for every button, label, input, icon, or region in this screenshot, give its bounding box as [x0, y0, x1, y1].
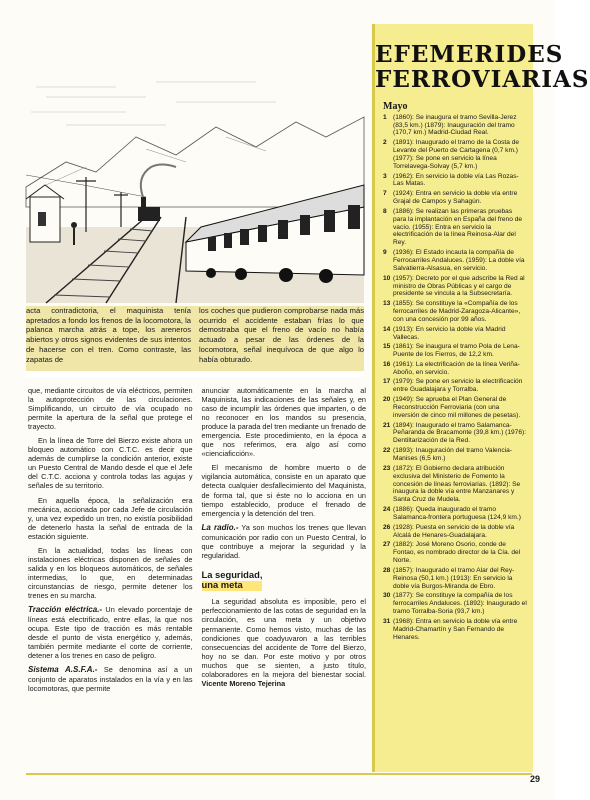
- event-day: 23: [383, 464, 391, 472]
- event-item: [383, 361, 527, 377]
- paragraph: La radio.- Ya son muchos los trenes que llevan comunicación por radio con un Puesto Central, lo que contribuye a mejorar la seguridad y la regularidad.: [201, 522, 366, 560]
- event-item: [383, 422, 527, 446]
- intro-text-col-2: los coches que pudieron comprobarse nada más ocurrido el accidente estaban frías lo que demostraba que el freno de vacío no había actuado a pesar de las órdenes de la locomotora, señal inequívoca de que algo lo había obturado.: [199, 306, 364, 364]
- event-day: 3: [383, 172, 387, 180]
- intro-text-block: [26, 306, 364, 371]
- paragraph: Sistema A.S.F.A.- Se denomina así a un conjunto de aparatos instalados en la vía y en las locomotoras, que permite: [28, 665, 193, 694]
- event-item: [383, 396, 527, 420]
- event-text: (1893): Inauguración del tramo Valencia-Manises (6,5 km.): [393, 447, 512, 462]
- event-text: (1894): Inaugurado el tramo Salamanca-Peñaranda de Bracamonte (39,8 km.) (1976): Dentiltarización de la Red.: [393, 421, 527, 445]
- train-drawing-icon: [26, 67, 364, 303]
- event-text: (1949): Se aprueba el Plan General de Reconstrucción Ferroviaria (con una inversión de cinco mil millones de pesetas).: [393, 396, 521, 419]
- event-item: [383, 208, 527, 248]
- event-text: (1860): Se inaugura el tramo Sevilla-Jerez (83,5 km.) (1879): Inauguración del tramo (170,7 km.) Madrid-Ciudad Real.: [393, 113, 517, 137]
- event-text: (1857): Inaugurado el tramo Alar del Rey-Reinosa (50,1 km.) (1913): En servicio la doble vía Burgos-Miranda de Ebro.: [393, 566, 515, 590]
- event-item: [383, 190, 527, 206]
- event-text: (1979): Se pone en servicio la electrificación entre Guadalajara y Torralba.: [393, 378, 523, 394]
- event-item: [383, 618, 527, 642]
- paragraph: El mecanismo de hombre muerto o de vigilancia automática, consiste en un aparato que detecta cualquier desfallecimiento del Maquinista, de forma tal, que si éste no lo acciona en un tiempo establecido, produce el frenado de emergencia y la detención del tren.: [201, 463, 366, 518]
- section-divider: [26, 371, 364, 377]
- events-list: [383, 114, 527, 642]
- efemerides-sidebar: [372, 24, 590, 772]
- event-item: [383, 114, 527, 138]
- event-day: 22: [383, 447, 391, 455]
- sidebar-month: Mayo: [383, 100, 408, 112]
- event-day: 24: [383, 506, 391, 514]
- lead-radio: La radio.-: [201, 522, 239, 532]
- intro-text-col-1: acta contradictoria, el maquinista tenía apretados a fondo los frenos de la locomotora, la palanca marcha atrás a tope, los areneros abiertos y otros signos evidentes de sus intentos de hacerse con el tren. Como contraste, las zapatas de: [26, 306, 191, 364]
- event-text: (1886): Se realizan las primeras pruebas para la implantación en España del freno de vacío. (1955): Entra en servicio la electrificación de la línea Reinosa-Alar del Rey.: [393, 207, 523, 247]
- event-day: 26: [383, 523, 391, 531]
- event-item: [383, 378, 527, 394]
- event-day: 20: [383, 396, 391, 404]
- event-item: [383, 326, 527, 342]
- lead-traccion: Tracción eléctrica.-: [28, 605, 103, 615]
- lead-asfa: Sistema A.S.F.A.-: [28, 665, 98, 675]
- event-day: 1: [383, 113, 387, 121]
- event-day: 27: [383, 541, 391, 549]
- event-text: (1891): Inaugurado el tramo de la Costa de Levante del Puerto de Cartagena (0,7 km.) (1977): Se pone en servicio la línea Torrelavega-Solvay (5,7 km.): [393, 139, 520, 170]
- event-item: [383, 249, 527, 273]
- event-item: [383, 465, 527, 505]
- paragraph: que, mediante circuitos de vía eléctricos, permiten la autoprotección de las circulaciones. Simplificando, un circuito de vía ocupado no permite la apertura de la señal que protege el trayecto.: [28, 386, 193, 432]
- event-text: (1961): La electrificación de la línea Veriña-Aboño, en servicio.: [393, 360, 520, 376]
- sidebar-title: EFEMERIDES FERROVIARIAS: [375, 41, 590, 94]
- event-text: (1886): Queda inaugurado el tramo Salamanca-frontera portuguesa (124,9 km.): [393, 506, 521, 521]
- footer-rule: [26, 773, 532, 775]
- event-day: 8: [383, 207, 387, 215]
- article-body: [28, 386, 366, 754]
- event-text: (1962): En servicio la doble vía Las Rozas-Las Matas.: [393, 172, 519, 188]
- event-text: (1877): Se constituye la compañía de los ferrocarriles Andaluces. (1892): Inaugurado el tramo Torralba-Soria (93,7 km.): [393, 592, 527, 616]
- event-item: [383, 506, 527, 522]
- event-item: [383, 541, 527, 565]
- event-day: 16: [383, 360, 391, 368]
- event-text: (1855): Se constituye la «Compañía de los ferrocarriles de Madrid-Zaragoza-Alicante», con una concesión por 99 años.: [393, 300, 521, 323]
- event-text: (1924): Entra en servicio la doble vía entre Grajal de Campos y Sahagún.: [393, 190, 518, 206]
- event-text: (1882): José Moreno Osorio, conde de Fontao, es nombrado director de la Cía. del Norte.: [393, 541, 521, 565]
- event-item: [383, 173, 527, 189]
- event-item: [383, 275, 527, 299]
- event-day: 15: [383, 343, 391, 351]
- paragraph: En la actualidad, todas las líneas con instalaciones eléctricas disponen de señales de salida y en los bloqueos automáticos, de señales intermedias, lo que, en determinadas circunstancias de riesgo, permite detener los trenes en su marcha.: [28, 545, 193, 600]
- paragraph: anunciar automáticamente en la marcha al Maquinista, las indicaciones de las señales y, en caso de incumplir las órdenes que imparten, o de no reconocer en los mandos su presencia, produce la parada del tren mediante un frenado de emergencia. Este procedimiento, en la época a que nos referimos, era algo así como «cienciaficción».: [201, 386, 366, 459]
- event-item: [383, 300, 527, 324]
- event-text: (1968): Entra en servicio la doble vía entre Madrid-Chamartín y San Fernando de Henares.: [393, 617, 518, 641]
- paragraph: La seguridad absoluta es imposible, pero el perfeccionamiento de las cotas de seguridad en la circulación, es una meta y un objetivo permanente. Como hemos visto, muchas de las condiciones que coadyuvaron a las terribles consecuencias del accidente de Torre del Bierzo, hoy no se dan. Por este motivo y por otros muchos que se sienten, a justo título, colaboradores en la mejora del bienestar social. Vicente Moreno Tejerina: [201, 597, 366, 688]
- event-item: [383, 592, 527, 616]
- event-day: 30: [383, 592, 391, 600]
- paragraph: En aquella época, la señalización era mecánica, accionada por cada Jefe de circulación y, una vez expedido un tren, no existía posibilidad de detenerlo hasta la señal de entrada de la estación siguiente.: [28, 495, 193, 541]
- event-text: (1936): El Estado incauta la compañía de Ferrocarriles Andaluces. (1959): La doble vía Salvatierra-Alsasua, en servicio.: [393, 249, 525, 272]
- train-illustration: [26, 67, 364, 303]
- event-day: 17: [383, 378, 391, 386]
- event-day: 10: [383, 274, 391, 282]
- event-text: (1913): En servicio la doble vía Madrid Vallecas.: [393, 325, 506, 341]
- event-text: (1957): Decreto por el que adscribe la Red al ministro de Obras Públicas y el cargo de presidente se vincula a la Subsecretaría.: [393, 274, 525, 298]
- event-item: [383, 139, 527, 171]
- event-text: (1928): Puesta en servicio de la doble vía Alcalá de Henares-Guadalajara.: [393, 523, 515, 539]
- event-day: 28: [383, 566, 391, 574]
- article-col-1: [28, 386, 193, 754]
- article-col-2: [202, 386, 367, 754]
- event-day: 13: [383, 300, 391, 308]
- subheading: La seguridad, una meta: [201, 568, 263, 591]
- event-item: [383, 524, 527, 540]
- event-day: 31: [383, 617, 391, 625]
- event-text: (1872): El Gobierno declara atribución exclusiva del Ministerio de Fomento la concesión de líneas ferroviarias. (1892): Se inaugura la doble vía entre Manzanares y Santa Cruz de Mudela.: [393, 464, 521, 504]
- paragraph: Tracción eléctrica.- Un elevado porcentaje de líneas está electrificado, entre ellas, la que nos ocupa. Este tipo de tracción es más rentable desde el punto de vista energético y, además, también permite mediante el corte de corriente, detener a los trenes en caso de peligro.: [28, 605, 193, 661]
- event-day: 14: [383, 325, 391, 333]
- event-item: [383, 343, 527, 359]
- event-text: (1861): Se inaugura el tramo Pola de Lena-Puente de los Fierros, de 12,2 km.: [393, 343, 520, 359]
- event-day: 2: [383, 139, 387, 147]
- paragraph: En la línea de Torre del Bierzo existe ahora un bloqueo automático con C.T.C. es decir que además de cumplirse la condición anterior, existe un Puesto Central de Mando desde el que el Jefe del C.T.C. acciona y controla todas las agujas y señales de su territorio.: [28, 436, 193, 491]
- page-number: 29: [529, 774, 540, 784]
- event-day: 9: [383, 249, 387, 257]
- event-item: [383, 567, 527, 591]
- event-item: [383, 447, 527, 463]
- event-day: 21: [383, 421, 391, 429]
- author-name: Vicente Moreno Tejerina: [201, 678, 286, 688]
- event-day: 7: [383, 190, 387, 198]
